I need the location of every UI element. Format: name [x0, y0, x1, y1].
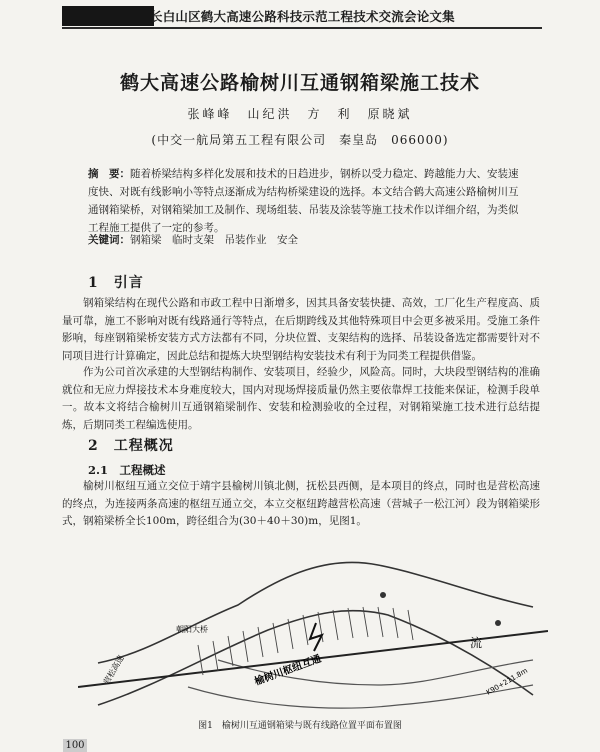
node-marker: [495, 620, 501, 626]
keywords: [88, 232, 528, 247]
section-2-1-paragraph: 榆树川枢纽互通立交位于靖宇县榆树川镇北侧，抚松县西侧，是本项目的终点，同时也是营松高速的终点，为连接两条高速的枢纽互通立交，本立交枢纽跨越营松高速（营城子一松江河）段为钢箱梁形式，钢箱梁桥全长100m，跨径组合为(30＋40＋30)m，见图1。: [62, 480, 540, 527]
header-black-block: [62, 6, 154, 26]
figure-1: [78, 535, 548, 715]
label-interchange: 榆树川枢纽互通: [253, 653, 323, 688]
keywords-text: 钢箱梁 临时支架 吊装作业 安全: [130, 234, 298, 246]
abstract: [88, 165, 528, 237]
section-1-paragraph-1: 钢箱梁结构在现代公路和市政工程中日渐增多，因其具备安装快捷、高效，工厂化生产程度高、质量可靠，施工不影响对既有线路通行等特点，在后期跨线及其他特殊项目中会更多被采用。受施工条件影响，每座钢箱梁桥安装方式方法都有不同，分块位置、支架结构的选择、吊装设备选定都需要针对不同项目进行计算确定，因此总结和提炼大块型钢结构安装技术有利于为同类工程提供借鉴。: [62, 297, 540, 362]
header-bar: [0, 0, 600, 30]
interchange-plan-drawing: [78, 535, 548, 715]
label-highway: 营松高速: [101, 653, 126, 686]
loop-ramp-outer: [188, 685, 533, 708]
keywords-label: 关键词：: [88, 234, 130, 246]
section-1-heading: 1 引言: [88, 275, 144, 291]
label-chainage: K90+211.8m: [485, 666, 530, 697]
label-xibang: 朝阳大桥: [176, 625, 208, 634]
article-title: 鹤大高速公路榆树川互通钢箱梁施工技术: [119, 72, 480, 94]
figure-caption: 图1 榆树川互通钢箱梁与既有线路位置平面布置图: [198, 721, 402, 731]
section-2-1-heading: 2.1 工程概述: [88, 463, 166, 477]
abstract-label: 摘 要：: [88, 168, 130, 180]
section-2-heading: 2 工程概况: [88, 438, 174, 454]
authors: 张峰峰 山纪洪 方 利 原晓斌: [187, 107, 413, 121]
affiliation: (中交一航局第五工程有限公司 秦皇岛 066000): [151, 133, 449, 147]
label-river: 流: [470, 636, 483, 650]
page-number: 100: [63, 739, 87, 752]
node-marker: [380, 592, 386, 598]
abstract-text: 随着桥梁结构多样化发展和技术的日趋进步，钢桥以受力稳定、跨越能力大、安装速度快、对既有线影响小等特点逐渐成为结构桥梁建设的选择。本文结合鹤大高速公路榆树川互通钢箱梁桥，对钢箱梁加工及制作、现场组装、吊装及涂装等施工技术作以详细介绍，为类似工程施工提供了一定的参考。: [88, 168, 519, 234]
journal-title: 长白山区鹤大高速公路科技示范工程技术交流会论文集: [150, 9, 455, 24]
section-1-paragraph-2: 作为公司首次承建的大型钢结构制作、安装项目，经验少，风险高。同时，大块段型钢结构的准确就位和无应力焊接技术本身难度较大，国内对现场焊接质量仍然主要依靠焊工技能来保证，检测手段单一。故本文将结合榆树川互通钢箱梁制作、安装和检测验收的全过程，对钢箱梁施工技术进行总结提炼，后期同类工程编选使用。: [62, 366, 540, 431]
header-rule: [62, 27, 542, 29]
